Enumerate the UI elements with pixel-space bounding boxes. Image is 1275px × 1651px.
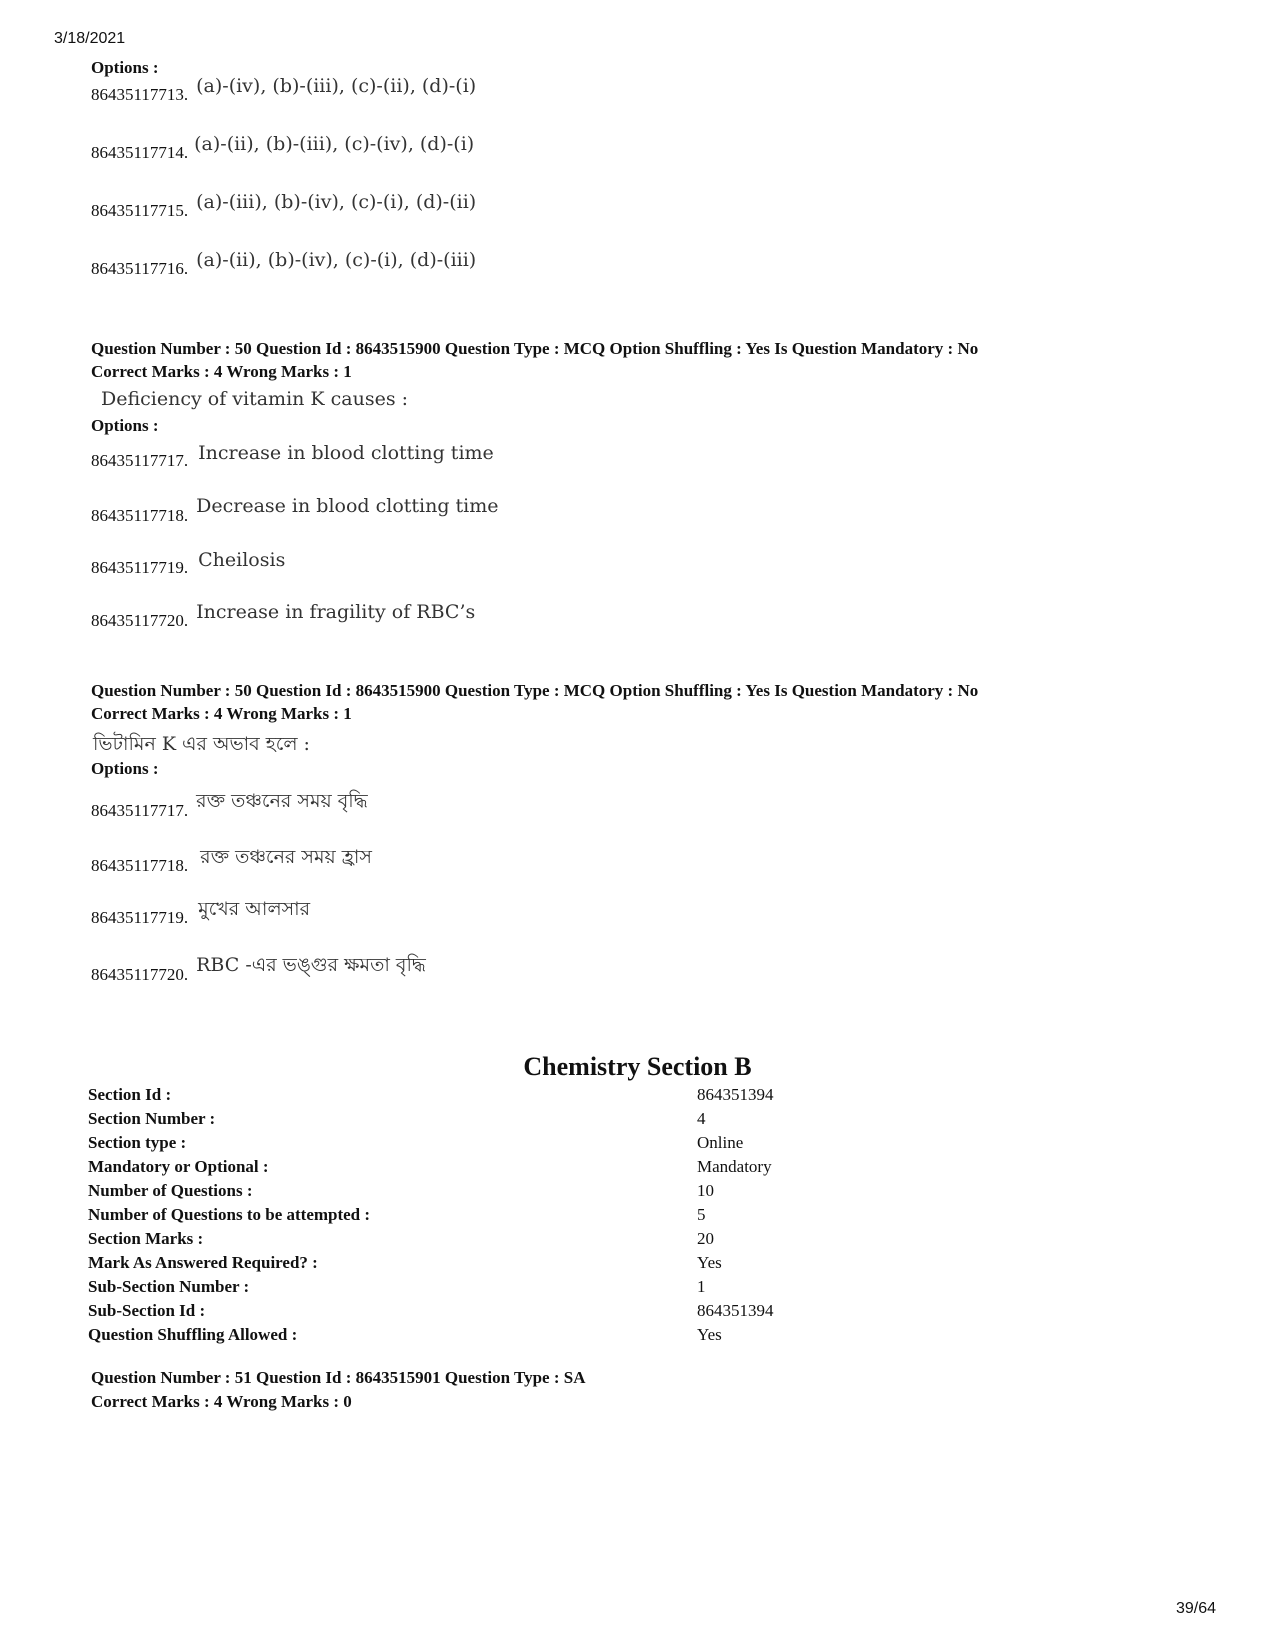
section-row-value: 864351394 (697, 1301, 774, 1320)
section-row-key: Section Number : (88, 1109, 216, 1128)
option-row (91, 549, 286, 578)
section-row-key: Section Id : (88, 1085, 172, 1104)
section-row-key: Mandatory or Optional : (88, 1157, 269, 1176)
page-header-date: 3/18/2021 (54, 30, 126, 47)
option-row (91, 442, 494, 471)
option-row (91, 75, 477, 105)
option-row (91, 954, 426, 992)
option-id: 86435117720. (91, 611, 189, 630)
section-row (88, 1325, 788, 1349)
options-label: Options : (91, 759, 159, 778)
option-row (91, 191, 477, 221)
option-id: 86435117718. (91, 506, 189, 525)
options-label: Options : (91, 58, 159, 77)
option-id: 86435117719. (91, 908, 189, 927)
section-row (88, 1085, 788, 1109)
section-row-value: Yes (697, 1253, 722, 1272)
section-row (88, 1181, 788, 1205)
option-row (91, 601, 476, 631)
section-row (88, 1157, 788, 1181)
section-row (88, 1301, 788, 1325)
option-id: 86435117716. (91, 259, 189, 278)
section-row-key: Number of Questions to be attempted : (88, 1205, 371, 1224)
option-text: (a)-(ii), (b)-(iv), (c)-(i), (d)-(iii) (196, 249, 477, 271)
question-meta: Question Number : 50 Question Id : 8643515900 Question Type : MCQ Option Shuffling : Yes Is Question Mandatory : No (91, 681, 979, 700)
section-row (88, 1133, 788, 1157)
option-id: 86435117715. (91, 201, 189, 220)
section-row-value: 10 (697, 1181, 714, 1200)
question-meta: Question Number : 50 Question Id : 8643515900 Question Type : MCQ Option Shuffling : Yes Is Question Mandatory : No (91, 339, 979, 358)
section-row (88, 1229, 788, 1253)
section-row (88, 1109, 788, 1133)
option-id: 86435117718. (91, 856, 189, 875)
section-row-value: 5 (697, 1205, 706, 1224)
question-marks: Correct Marks : 4 Wrong Marks : 1 (91, 362, 352, 381)
section-row-value: Yes (697, 1325, 722, 1344)
section-row-key: Section Marks : (88, 1229, 204, 1248)
section-row-key: Section type : (88, 1133, 187, 1152)
option-text: (a)-(iii), (b)-(iv), (c)-(i), (d)-(ii) (196, 191, 477, 213)
section-row-value: 20 (697, 1229, 714, 1248)
section-row-key: Mark As Answered Required? : (88, 1253, 318, 1272)
option-text: (a)-(iv), (b)-(iii), (c)-(ii), (d)-(i) (196, 75, 477, 97)
option-text: (a)-(ii), (b)-(iii), (c)-(iv), (d)-(i) (194, 133, 475, 155)
option-id: 86435117717. (91, 801, 189, 820)
option-id: 86435117714. (91, 143, 189, 162)
option-id: 86435117713. (91, 85, 189, 104)
option-id: 86435117720. (91, 965, 189, 984)
section-row-key: Sub-Section Number : (88, 1277, 250, 1296)
option-text: RBC -এর ভঙ্গুর ক্ষমতা বৃদ্ধি (196, 954, 426, 976)
option-row (91, 133, 475, 163)
option-text: রক্ত তঞ্চনের সময় বৃদ্ধি (196, 790, 368, 812)
option-text: Cheilosis (198, 549, 286, 571)
question-marks: Correct Marks : 4 Wrong Marks : 1 (91, 704, 352, 723)
question-text: Deficiency of vitamin K causes : (101, 388, 409, 410)
option-row (91, 790, 368, 828)
option-row (91, 898, 311, 935)
option-id: 86435117719. (91, 558, 189, 577)
option-text: মুখের আলসার (198, 898, 311, 920)
question-meta: Question Number : 51 Question Id : 8643515901 Question Type : SA (91, 1368, 586, 1387)
option-text: রক্ত তঞ্চনের সময় হ্রাস (200, 846, 372, 868)
section-row (88, 1277, 788, 1301)
section-row-key: Question Shuffling Allowed : (88, 1325, 298, 1344)
section-row-value: Mandatory (697, 1157, 772, 1176)
option-text: Increase in fragility of RBC’s (196, 601, 476, 623)
options-label: Options : (91, 416, 159, 435)
section-row-key: Number of Questions : (88, 1181, 253, 1200)
option-row (91, 249, 477, 279)
option-text: Decrease in blood clotting time (196, 495, 499, 517)
section-row (88, 1253, 788, 1277)
section-row-value: 864351394 (697, 1085, 774, 1104)
question-text: ভিটামিন K এর অভাব হলে : (93, 733, 310, 755)
option-row (91, 495, 499, 526)
question-marks: Correct Marks : 4 Wrong Marks : 0 (91, 1392, 352, 1411)
section-row-value: Online (697, 1133, 744, 1152)
section-title: Chemistry Section B (523, 1052, 752, 1081)
page-number: 39/64 (1176, 1600, 1217, 1617)
section-row (88, 1205, 788, 1229)
section-row-value: 4 (697, 1109, 706, 1128)
option-id: 86435117717. (91, 451, 189, 470)
option-text: Increase in blood clotting time (198, 442, 494, 464)
option-row (91, 846, 372, 883)
section-row-value: 1 (697, 1277, 706, 1296)
section-row-key: Sub-Section Id : (88, 1301, 206, 1320)
